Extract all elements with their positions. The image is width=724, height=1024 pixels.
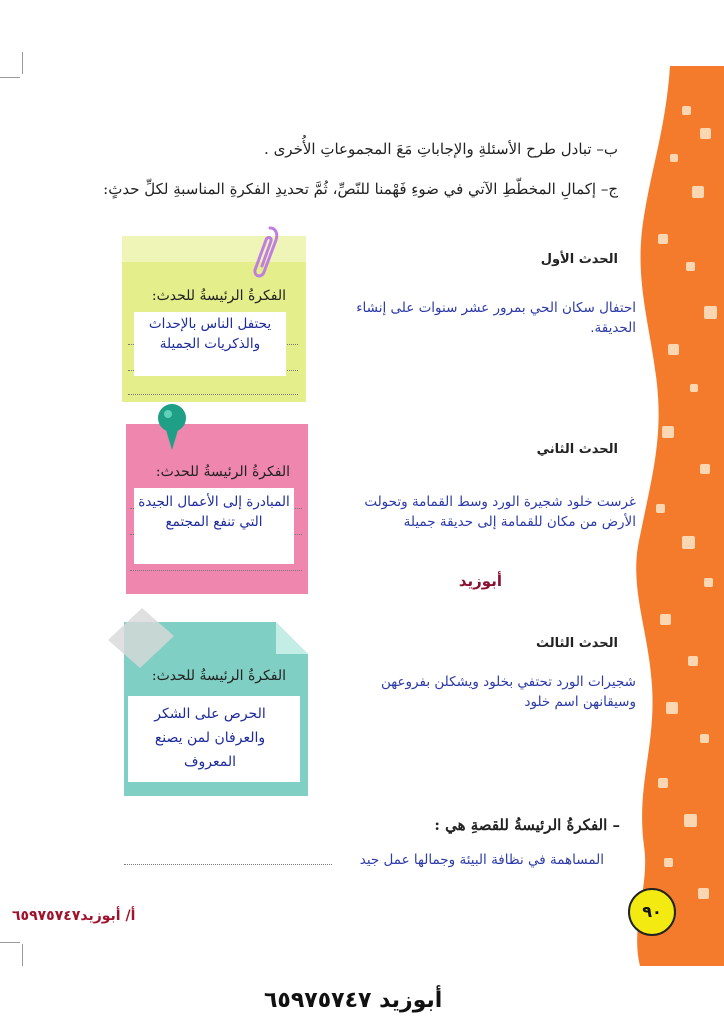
paperclip-icon (246, 222, 282, 282)
dotted-line (128, 394, 298, 395)
answer-text: يحتفل الناس بالإحداث والذكريات الجميلة (148, 316, 272, 352)
crop-mark (22, 944, 23, 966)
page-number: ٩٠ (642, 902, 662, 921)
dotted-line (130, 570, 302, 571)
event-title: الحدث الثالث (536, 636, 618, 651)
event-text: شجيرات الورد تحتفي بخلود ويشكلن بفروعهن وسيقانهن اسم خلود (380, 674, 636, 710)
instruction-b: ب– تبادل طرح الأسئلةِ والإجاباتِ مَعَ المجموعاتِ الأُخرى . (264, 140, 618, 158)
folded-corner-icon (276, 622, 308, 654)
event-text: احتفال سكان الحي بمرور عشر سنوات على إنشاء الحديقة. (356, 300, 636, 336)
instruction-c: ج– إكمالِ المخطّطِ الآتي في ضوءِ فَهْمنا للنّصِّ، ثُمَّ تحديدِ الفكرةِ المناسبةِ لكلِّ حدثٍ: (103, 180, 618, 198)
tape-decoration (98, 606, 180, 670)
crop-mark (0, 942, 20, 943)
story-idea-answer: المساهمة في نظافة البيئة وجمالها عمل جيد (359, 852, 604, 868)
pushpin-icon (152, 402, 192, 454)
answer-text: المبادرة إلى الأعمال الجيدة التي تنفع المجتمع (138, 494, 290, 530)
note-label: الفكرةُ الرئيسةُ للحدث: (155, 464, 290, 480)
note-label: الفكرةُ الرئيسةُ للحدث: (151, 288, 286, 304)
crop-mark (22, 52, 23, 74)
event-title: الحدث الأول (540, 252, 618, 267)
event-text: غرست خلود شجيرة الورد وسط القمامة وتحولت الأرض من مكان للقمامة إلى حديقة جميلة (364, 494, 636, 530)
footer-credit: أ/ أبوزيد٦٥٩٧٥٧٤٧ (12, 908, 136, 924)
crop-mark (0, 77, 20, 78)
answer-text: الحرص على الشكر والعرفان لمن يصنع المعروف (154, 706, 266, 770)
dotted-line (124, 864, 332, 865)
watermark-text: أبوزيد (458, 572, 502, 590)
event-title: الحدث الثاني (536, 442, 618, 457)
note-label: الفكرةُ الرئيسةُ للحدث: (151, 668, 286, 684)
bottom-credit: أبوزيد ٦٥٩٧٥٧٤٧ (264, 988, 443, 1013)
story-idea-label: – الفكرةُ الرئيسةُ للقصةِ هي : (434, 816, 620, 834)
orange-stripe-decoration (630, 66, 724, 966)
page-number-badge (628, 888, 676, 936)
